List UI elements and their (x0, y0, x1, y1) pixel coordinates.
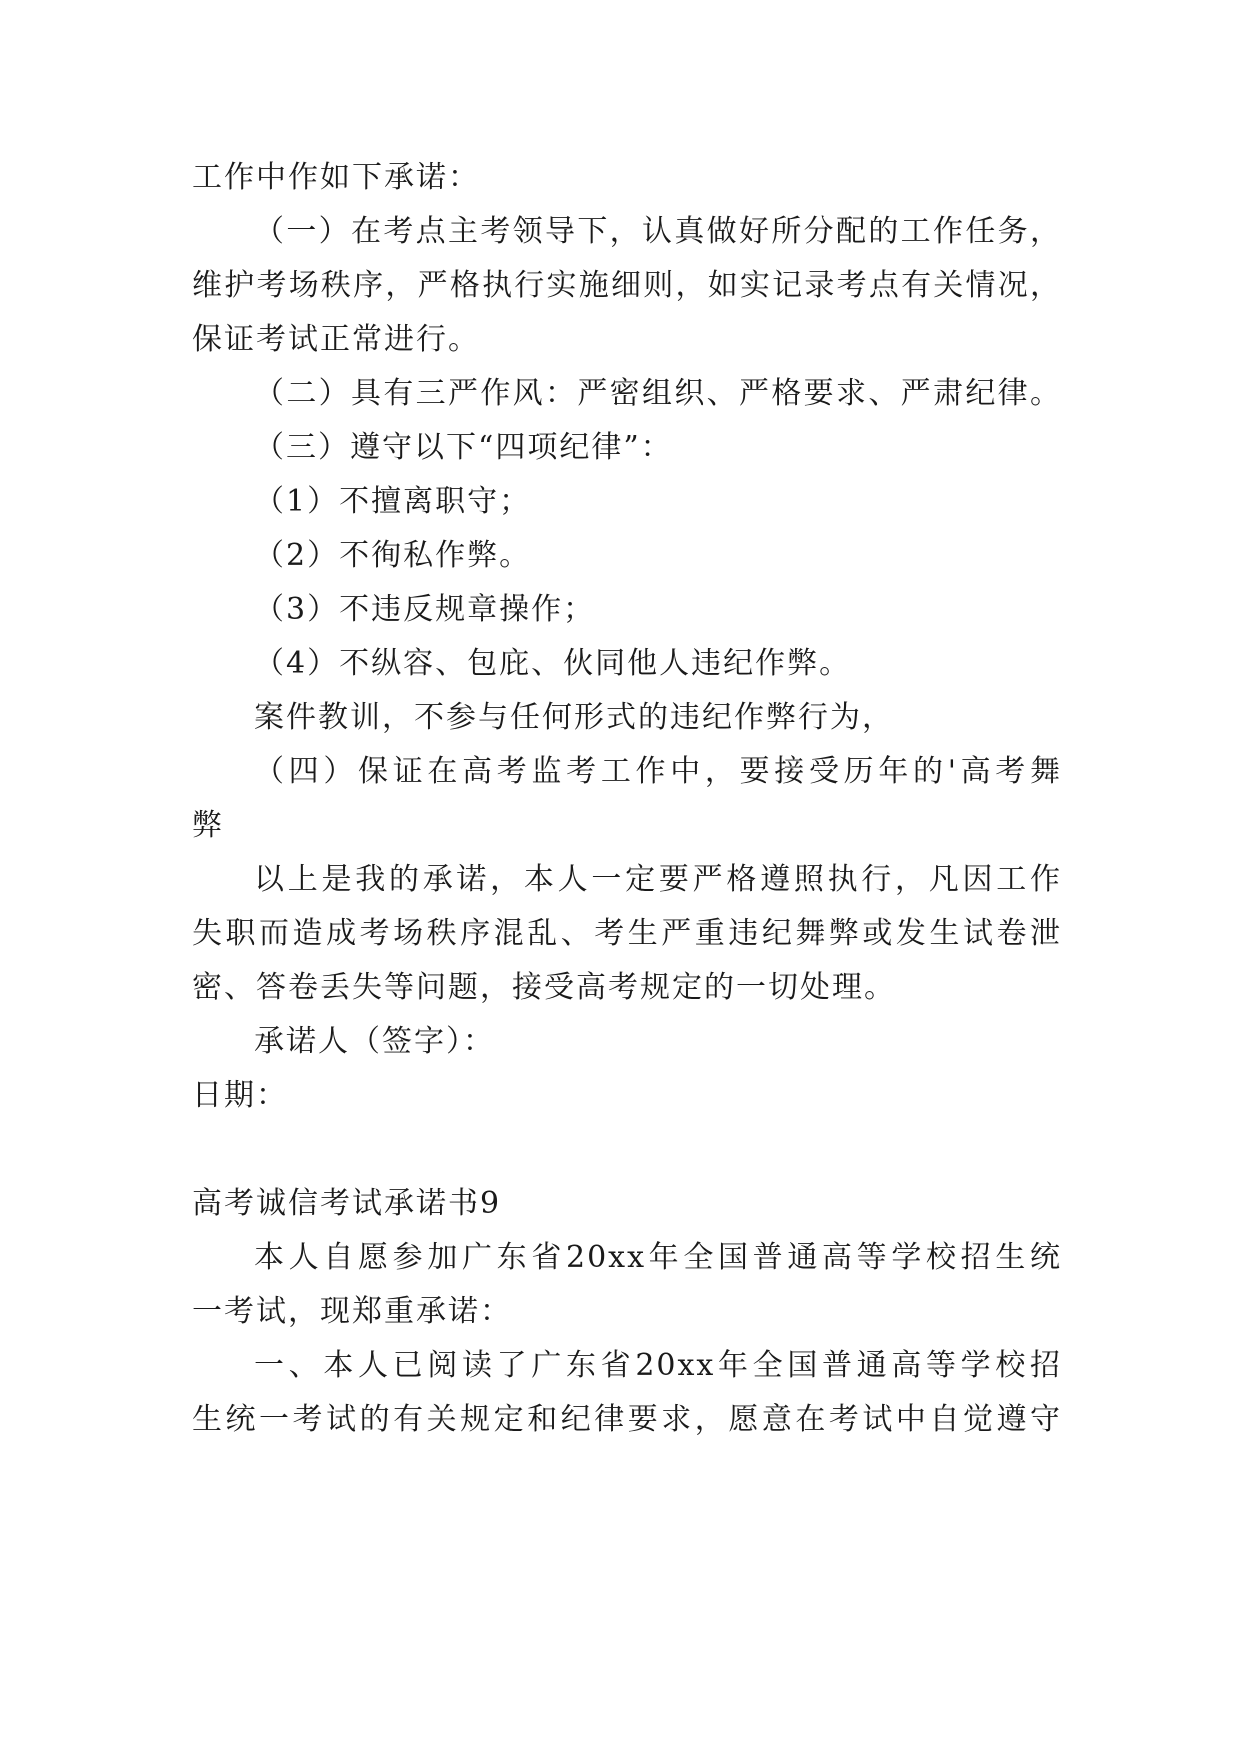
text-line: （3）不违反规章操作； (254, 592, 596, 627)
text-line: （四）保证在高考监考工作中，要接受历年的'高考舞 (254, 754, 1062, 789)
text-line: （二）具有三严作风：严密组织、严格要求、严肃纪律。 (254, 376, 1062, 411)
text-line: 保证考试正常进行。 (192, 322, 480, 357)
text-line: 一、本人已阅读了广东省20xx年全国普通高等学校招 (254, 1348, 1062, 1383)
text-line: 一考试，现郑重承诺： (192, 1294, 512, 1329)
text-line: 日期： (192, 1078, 288, 1113)
section-title: 高考诚信考试承诺书9 (192, 1186, 502, 1221)
text-line: 以上是我的承诺，本人一定要严格遵照执行，凡因工作 (254, 862, 1062, 897)
text-line: （1）不擅离职守； (254, 484, 532, 519)
text-line: 承诺人（签字）： (254, 1024, 495, 1059)
text-line: 工作中作如下承诺： (192, 160, 480, 195)
text-line: 弊 (192, 808, 224, 843)
text-line: （三）遵守以下“四项纪律”： (254, 430, 673, 465)
text-line: 维护考场秩序，严格执行实施细则，如实记录考点有关情况， (192, 268, 1062, 303)
text-line: 本人自愿参加广东省20xx年全国普通高等学校招生统 (254, 1240, 1062, 1275)
text-line: （2）不徇私作弊。 (254, 538, 532, 573)
text-line: （一）在考点主考领导下，认真做好所分配的工作任务， (254, 214, 1062, 249)
text-line: 案件教训，不参与任何形式的违纪作弊行为， (254, 700, 894, 735)
text-line: 密、答卷丢失等问题，接受高考规定的一切处理。 (192, 970, 896, 1005)
text-line: 生统一考试的有关规定和纪律要求，愿意在考试中自觉遵守 (192, 1402, 1062, 1437)
text-line: 失职而造成考场秩序混乱、考生严重违纪舞弊或发生试卷泄 (192, 916, 1062, 951)
text-line: （4）不纵容、包庇、伙同他人违纪作弊。 (254, 646, 852, 681)
